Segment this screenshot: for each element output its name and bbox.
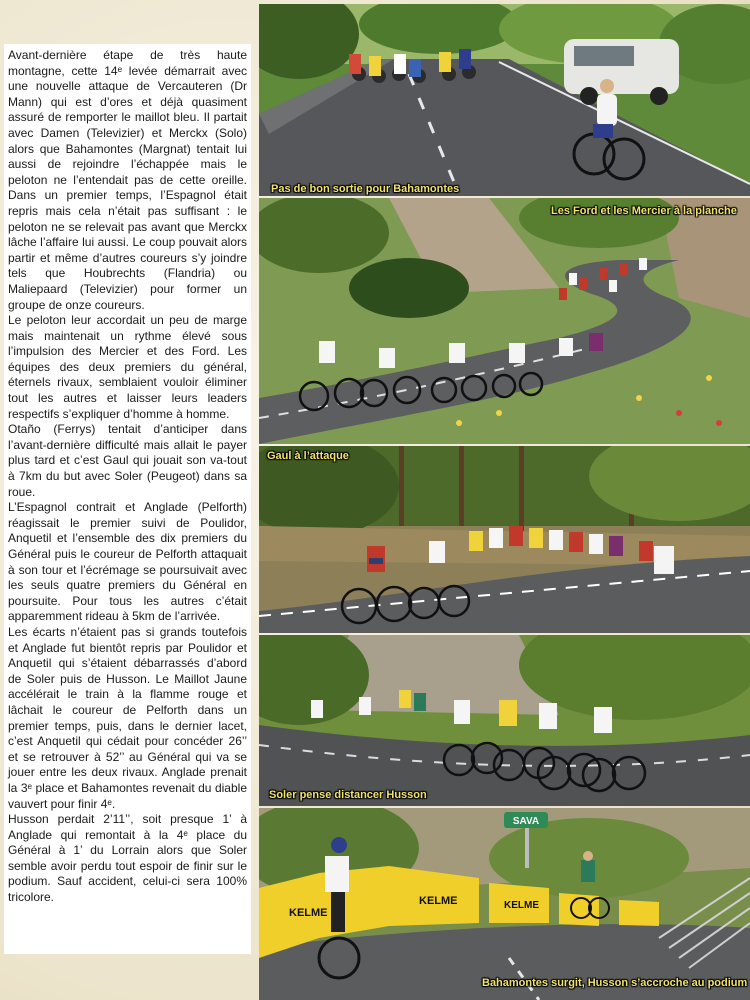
race-photo-3 <box>259 446 750 633</box>
photo-caption: Gaul à l’attaque <box>267 450 349 462</box>
article-paragraph: Le peloton leur accordait un peu de marge mais maintenait un rythme élevé sous l’impulsion des Mercier et des Ford. Les équipes des deux premiers du général, éternels rivaux, semblaient vouloir éliminer tout les autres et laisser leurs leaders respectifs s’expliquer d’homme à homme. <box>8 313 247 421</box>
article-paragraph: Otaño (Ferrys) tentait d’anticiper dans l’avant-dernière difficulté mais allait le payer plus tard et c’est Gaul qui jouait son va-tout à 7km du but avec Soler (Peugeot) dans sa roue. <box>8 422 247 499</box>
sava-sign-text: SAVA <box>512 816 540 827</box>
race-photo-4 <box>259 635 750 806</box>
kelme-banner-text: KELME <box>419 895 458 907</box>
article-paragraph: Avant-dernière étape de très haute montagne, cette 14ᵉ levée démarrait avec une nouvelle attaque de Vercauteren (Dr Mann) qui est d’ores et déjà quasiment assuré de remporter le maillot bleu. Il partait avec Damen (Televizier) et Merckx (Solo) alors que Bahamontes (Margnat) tentait lui aussi de rejoindre l’échappée mais le peloton ne l’entendait pas de cette oreille. Dans un premier temps, l’Espagnol était repris mais cela n’était pas suffisant : le peloton ne se relevait pas avant que Merckx lâche l’affaire lui aussi. Le coup pouvait alors partir et même d’autres coureurs s’y joindre tels que Houbrechts (Flandria) ou Maliepaard (Televizier) pour former un groupe de onze coureurs. <box>8 48 247 312</box>
race-photo-1 <box>259 4 750 196</box>
article-text-column <box>4 44 251 954</box>
article-paragraph: Husson perdait 2’11’’, soit presque 1’ à Anglade qui remontait à la 4ᵉ place du Général à 1’ du Lorrain alors que Soler semble avoir perdu tout espoir de finir sur le podium. Sauf accident, celui-ci sera 100% tricolore. <box>8 812 247 905</box>
race-photo-5 <box>259 808 750 1000</box>
photo-caption: Les Ford et les Mercier à la planche <box>551 205 737 217</box>
article-paragraph: L’Espagnol contrait et Anglade (Pelforth) réagissait le premier suivi de Poulidor, Anquetil et l’ensemble des dix premiers du Général puis le coureur de Pelforth attaquait à son tour et l’écrémage se poursuivait avec les seuls quatre premiers du Général en poursuite. Pour tous les autres c’était apparemment rideau à 5km de l’arrivée. <box>8 500 247 624</box>
kelme-banner-text: KELME <box>289 907 328 919</box>
photo-caption: Soler pense distancer Husson <box>269 789 427 801</box>
kelme-banner-text: KELME <box>504 900 539 911</box>
photo-caption: Pas de bon sortie pour Bahamontes <box>271 183 460 195</box>
race-photo-2 <box>259 198 750 444</box>
photo-caption: Bahamontes surgit, Husson s’accroche au podium <box>482 977 748 989</box>
article-paragraph: Les écarts n’étaient pas si grands toutefois et Anglade fut bientôt repris par Poulidor et Anquetil qui s’étaient débarrassés d’abord de Soler puis de Husson. Le Maillot Jaune accélérait le train à la flamme rouge et lâchait le coureur de Pelforth dans un premier temps, puis, dans le dernier lacet, c’est Anquetil qui cédait pour concéder 26’’ et se retrouver à 52’’ au Général qui va se jouer entre les deux rivaux. Anglade prenait la 3ᵉ place et Bahamontes revenait du diable vauvert pour finir 4ᵉ. <box>8 624 247 811</box>
